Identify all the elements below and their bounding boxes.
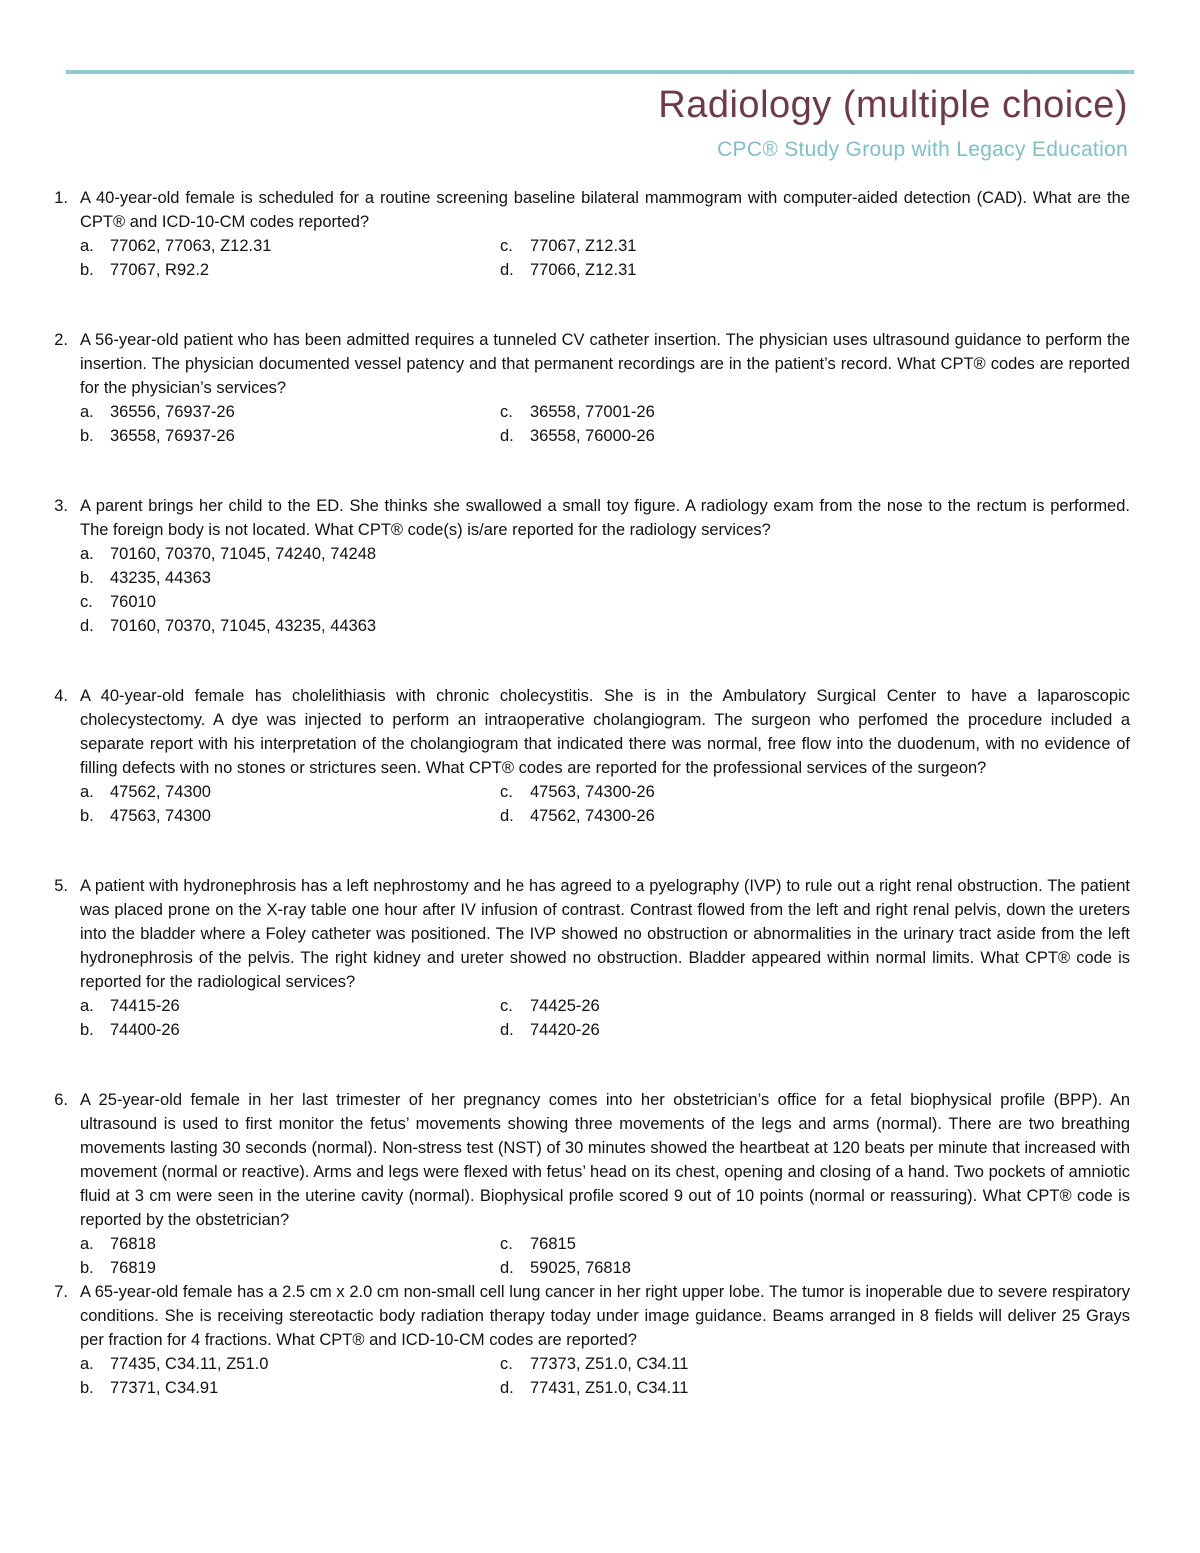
option-text: 74420-26	[530, 1021, 600, 1039]
option-letter: d.	[80, 617, 94, 635]
option-text: 59025, 76818	[530, 1259, 631, 1277]
option-text: 76818	[110, 1235, 156, 1253]
answer-option[interactable]	[500, 1352, 920, 1376]
answer-option[interactable]	[500, 994, 920, 1018]
option-text: 70160, 70370, 71045, 43235, 44363	[110, 617, 377, 635]
answer-option[interactable]	[80, 994, 500, 1018]
option-letter: b.	[80, 807, 94, 825]
option-letter: a.	[80, 783, 94, 801]
option-text: 77062, 77063, Z12.31	[110, 237, 272, 255]
option-text: 76819	[110, 1259, 156, 1277]
question-text: A 40-year-old female is scheduled for a routine screening baseline bilateral mammogram with computer-aided detection (CAD). What are the CPT® and ICD-10-CM codes reported?	[80, 189, 1130, 231]
answer-options	[80, 542, 1130, 638]
question-text: A 56-year-old patient who has been admitted requires a tunneled CV catheter insertion. The physician uses ultrasound guidance to perform the insertion. The physician documented vessel patency and that permanent recordings are in the patient’s record. What CPT® codes are reported for the physician’s services?	[80, 331, 1130, 397]
option-letter: d.	[500, 261, 514, 279]
option-text: 47562, 74300-26	[530, 807, 655, 825]
option-text: 36556, 76937-26	[110, 403, 235, 421]
option-letter: d.	[500, 1259, 514, 1277]
option-letter: d.	[500, 807, 514, 825]
question-number: 5.	[54, 877, 68, 895]
question-number: 7.	[54, 1283, 68, 1301]
question-6	[40, 1088, 1130, 1280]
question-number: 3.	[54, 497, 68, 515]
question-text: A parent brings her child to the ED. She thinks she swallowed a small toy figure. A radiology exam from the nose to the rectum is performed. The foreign body is not located. What CPT® code(s) is/are reported for the radiology services?	[80, 497, 1130, 539]
answer-option[interactable]	[80, 1352, 500, 1376]
answer-option[interactable]	[80, 614, 1130, 638]
answer-option[interactable]	[80, 1232, 500, 1256]
answer-option[interactable]	[500, 780, 920, 804]
answer-option[interactable]	[500, 1232, 920, 1256]
answer-option[interactable]	[500, 424, 920, 448]
option-letter: c.	[500, 1235, 513, 1253]
question-list	[40, 186, 1130, 1400]
question-2	[40, 328, 1130, 448]
option-text: 77431, Z51.0, C34.11	[530, 1379, 689, 1397]
answer-option[interactable]	[80, 1376, 500, 1400]
option-letter: c.	[500, 997, 513, 1015]
option-letter: a.	[80, 997, 94, 1015]
answer-option[interactable]	[80, 542, 1130, 566]
answer-option[interactable]	[80, 258, 500, 282]
option-letter: a.	[80, 545, 94, 563]
question-7	[40, 1280, 1130, 1400]
option-letter: c.	[500, 237, 513, 255]
option-text: 77066, Z12.31	[530, 261, 637, 279]
option-letter: b.	[80, 427, 94, 445]
answer-option[interactable]	[500, 258, 920, 282]
option-text: 43235, 44363	[110, 569, 211, 587]
answer-option[interactable]	[80, 780, 500, 804]
answer-options	[80, 994, 1130, 1042]
option-text: 77067, R92.2	[110, 261, 210, 279]
question-number: 2.	[54, 331, 68, 349]
option-text: 70160, 70370, 71045, 74240, 74248	[110, 545, 377, 563]
answer-option[interactable]	[500, 1018, 920, 1042]
question-5	[40, 874, 1130, 1042]
header-rule	[66, 70, 1134, 74]
option-text: 77373, Z51.0, C34.11	[530, 1355, 689, 1373]
option-letter: b.	[80, 1021, 94, 1039]
option-text: 36558, 76937-26	[110, 427, 235, 445]
option-letter: c.	[500, 1355, 513, 1373]
option-letter: a.	[80, 403, 94, 421]
question-text: A 40-year-old female has cholelithiasis with chronic cholecystitis. She is in the Ambulatory Surgical Center to have a laparoscopic cholecystectomy. A dye was injected to perform an intraoperative cholangiogram. The surgeon who perfomed the procedure included a separate report with his interpretation of the cholangiogram that indicated there was normal, free flow into the duodenum, with no evidence of filling defects with no stones or strictures seen. What CPT® codes are reported for the professional services of the surgeon?	[80, 687, 1130, 777]
option-letter: d.	[500, 1021, 514, 1039]
option-text: 76010	[110, 593, 156, 611]
question-text: A 25-year-old female in her last trimester of her pregnancy comes into her obstetrician’s office for a fetal biophysical profile (BPP). An ultrasound is used to first monitor the fetus’ movements showing three movements of the legs and arms (normal). There are two breathing movements lasting 30 seconds (normal). Non-stress test (NST) of 30 minutes showed the heartbeat at 120 beats per minute that increased with movement (normal or reactive). Arms and legs were flexed with fetus’ head on its chest, opening and closing of a hand. Two pockets of amniotic fluid at 3 cm were seen in the uterine cavity (normal). Biophysical profile scored 9 out of 10 points (normal or reassuring). What CPT® code is reported by the obstetrician?	[80, 1091, 1130, 1229]
option-letter: b.	[80, 569, 94, 587]
option-letter: b.	[80, 261, 94, 279]
option-letter: a.	[80, 1355, 94, 1373]
option-text: 74425-26	[530, 997, 600, 1015]
option-letter: d.	[500, 1379, 514, 1397]
question-3	[40, 494, 1130, 638]
option-letter: a.	[80, 237, 94, 255]
answer-option[interactable]	[80, 424, 500, 448]
option-text: 77371, C34.91	[110, 1379, 219, 1397]
answer-option[interactable]	[80, 1256, 500, 1280]
option-text: 36558, 77001-26	[530, 403, 655, 421]
answer-options	[80, 234, 1130, 282]
answer-options	[80, 780, 1130, 828]
answer-option[interactable]	[80, 1018, 500, 1042]
option-text: 36558, 76000-26	[530, 427, 655, 445]
option-letter: c.	[80, 593, 93, 611]
option-text: 77067, Z12.31	[530, 237, 637, 255]
page-subtitle: CPC® Study Group with Legacy Education	[717, 138, 1128, 161]
answer-options	[80, 1352, 1130, 1400]
question-number: 4.	[54, 687, 68, 705]
answer-option[interactable]	[80, 590, 1130, 614]
answer-option[interactable]	[500, 1376, 920, 1400]
answer-option[interactable]	[80, 400, 500, 424]
option-text: 74415-26	[110, 997, 180, 1015]
page-title: Radiology (multiple choice)	[658, 84, 1128, 126]
answer-option[interactable]	[80, 566, 1130, 590]
option-letter: c.	[500, 783, 513, 801]
answer-option[interactable]	[80, 804, 500, 828]
option-text: 47562, 74300	[110, 783, 211, 801]
question-number: 6.	[54, 1091, 68, 1109]
answer-option[interactable]	[80, 234, 500, 258]
option-text: 47563, 74300-26	[530, 783, 655, 801]
answer-options	[80, 1232, 1130, 1280]
question-4	[40, 684, 1130, 828]
option-text: 47563, 74300	[110, 807, 211, 825]
option-letter: b.	[80, 1259, 94, 1277]
answer-option[interactable]	[500, 1256, 920, 1280]
question-number: 1.	[54, 189, 68, 207]
option-letter: d.	[500, 427, 514, 445]
option-letter: c.	[500, 403, 513, 421]
option-letter: a.	[80, 1235, 94, 1253]
option-text: 77435, C34.11, Z51.0	[110, 1355, 269, 1373]
answer-option[interactable]	[500, 400, 920, 424]
question-1	[40, 186, 1130, 282]
question-text: A 65-year-old female has a 2.5 cm x 2.0 cm non-small cell lung cancer in her right upper lobe. The tumor is inoperable due to severe respiratory conditions. She is receiving stereotactic body radiation therapy today under image guidance. Beams arranged in 8 fields will deliver 25 Grays per fraction for 4 fractions. What CPT® and ICD-10-CM codes are reported?	[80, 1283, 1130, 1349]
answer-option[interactable]	[500, 804, 920, 828]
option-text: 74400-26	[110, 1021, 180, 1039]
answer-options	[80, 400, 1130, 448]
option-letter: b.	[80, 1379, 94, 1397]
question-text: A patient with hydronephrosis has a left nephrostomy and he has agreed to a pyelography (IVP) to rule out a right renal obstruction. The patient was placed prone on the X-ray table one hour after IV infusion of contrast. Contrast flowed from the left and right renal pelvis, down the ureters into the bladder where a Foley catheter was positioned. The IVP showed no obstruction or abnormalities in the urinary tract aside from the left hydronephrosis of the pelvis. The right kidney and ureter showed no obstruction. Bladder appeared within normal limits. What CPT® code is reported for the radiological services?	[80, 877, 1130, 991]
option-text: 76815	[530, 1235, 576, 1253]
answer-option[interactable]	[500, 234, 920, 258]
